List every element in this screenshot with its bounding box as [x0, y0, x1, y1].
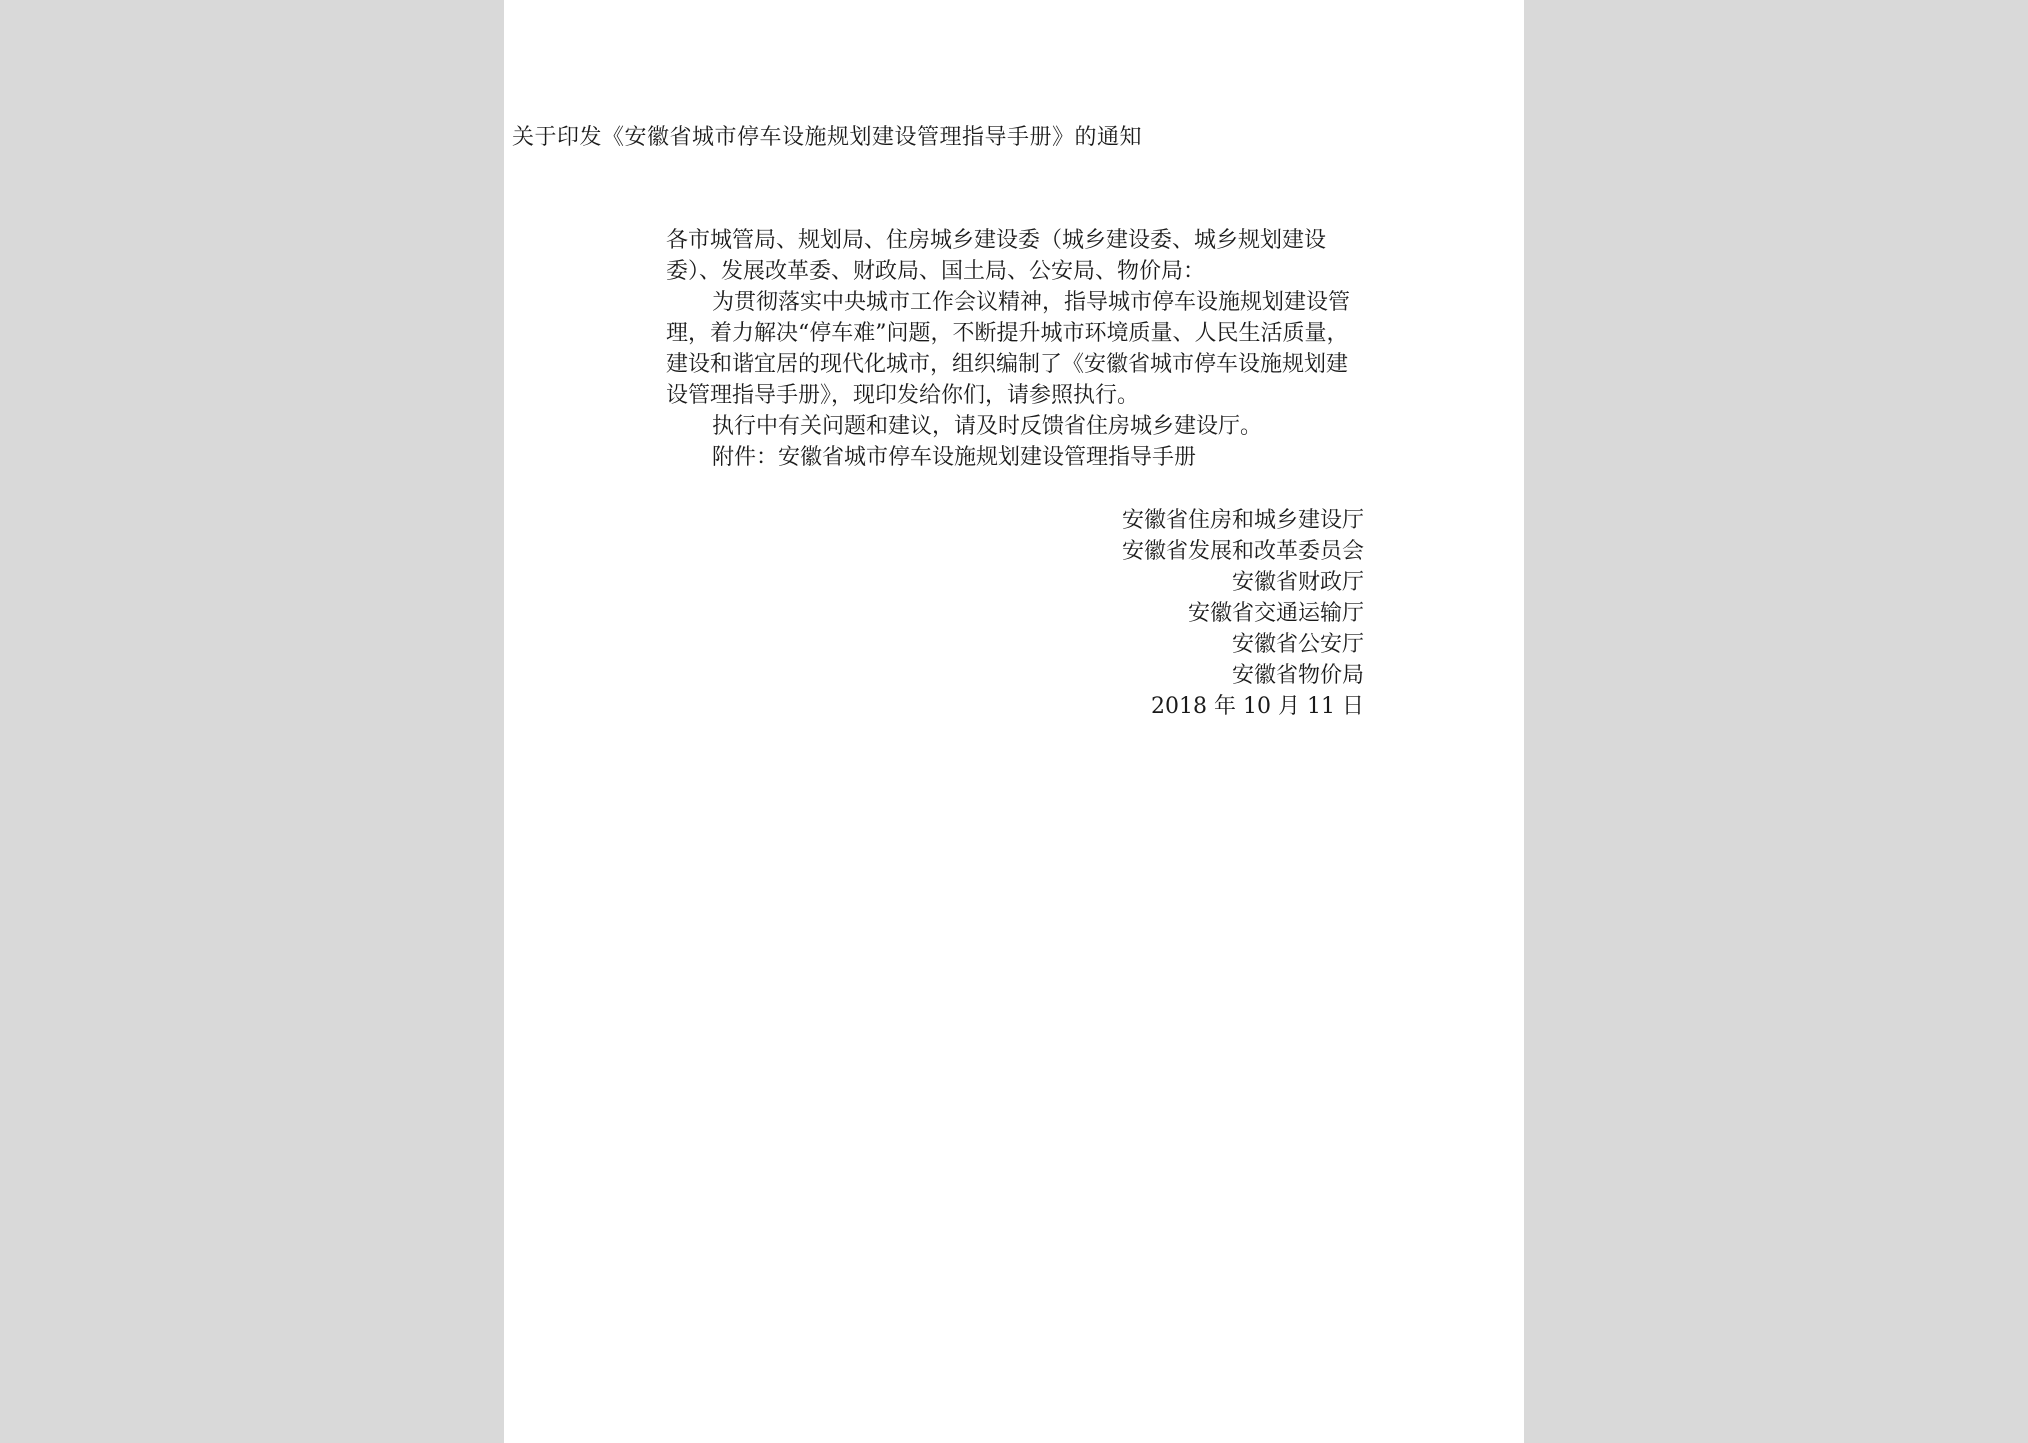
addressee: 各市城管局、规划局、住房城乡建设委（城乡建设委、城乡规划建设委）、发展改革委、财政局、国土局、公安局、物价局：	[666, 228, 1327, 284]
document-title: 关于印发《安徽省城市停车设施规划建设管理指导手册》的通知	[512, 125, 1143, 150]
signatory: 安徽省财政厅	[1231, 570, 1364, 595]
paragraph-feedback: 执行中有关问题和建议，请及时反馈省住房城乡建设厅。	[712, 414, 1263, 439]
signature-block	[1000, 505, 1364, 722]
signatory: 安徽省公安厅	[1231, 632, 1364, 657]
signatory: 安徽省发展和改革委员会	[1121, 539, 1364, 564]
document-body	[666, 225, 1366, 473]
paragraph-main: 为贯彻落实中央城市工作会议精神，指导城市停车设施规划建设管理，着力解决“停车难”问题，不断提升城市环境质量、人民生活质量，建设和谐宜居的现代化城市，组织编制了《安徽省城市停车设施规划建设管理指导手册》，现印发给你们，请参照执行。	[666, 290, 1351, 408]
document-date: 2018 年 10 月 11 日	[1151, 694, 1364, 719]
signatory: 安徽省物价局	[1231, 663, 1364, 688]
paragraph-attachment: 附件：安徽省城市停车设施规划建设管理指导手册	[712, 445, 1197, 470]
signatory: 安徽省交通运输厅	[1187, 601, 1364, 626]
signatory: 安徽省住房和城乡建设厅	[1121, 508, 1364, 533]
